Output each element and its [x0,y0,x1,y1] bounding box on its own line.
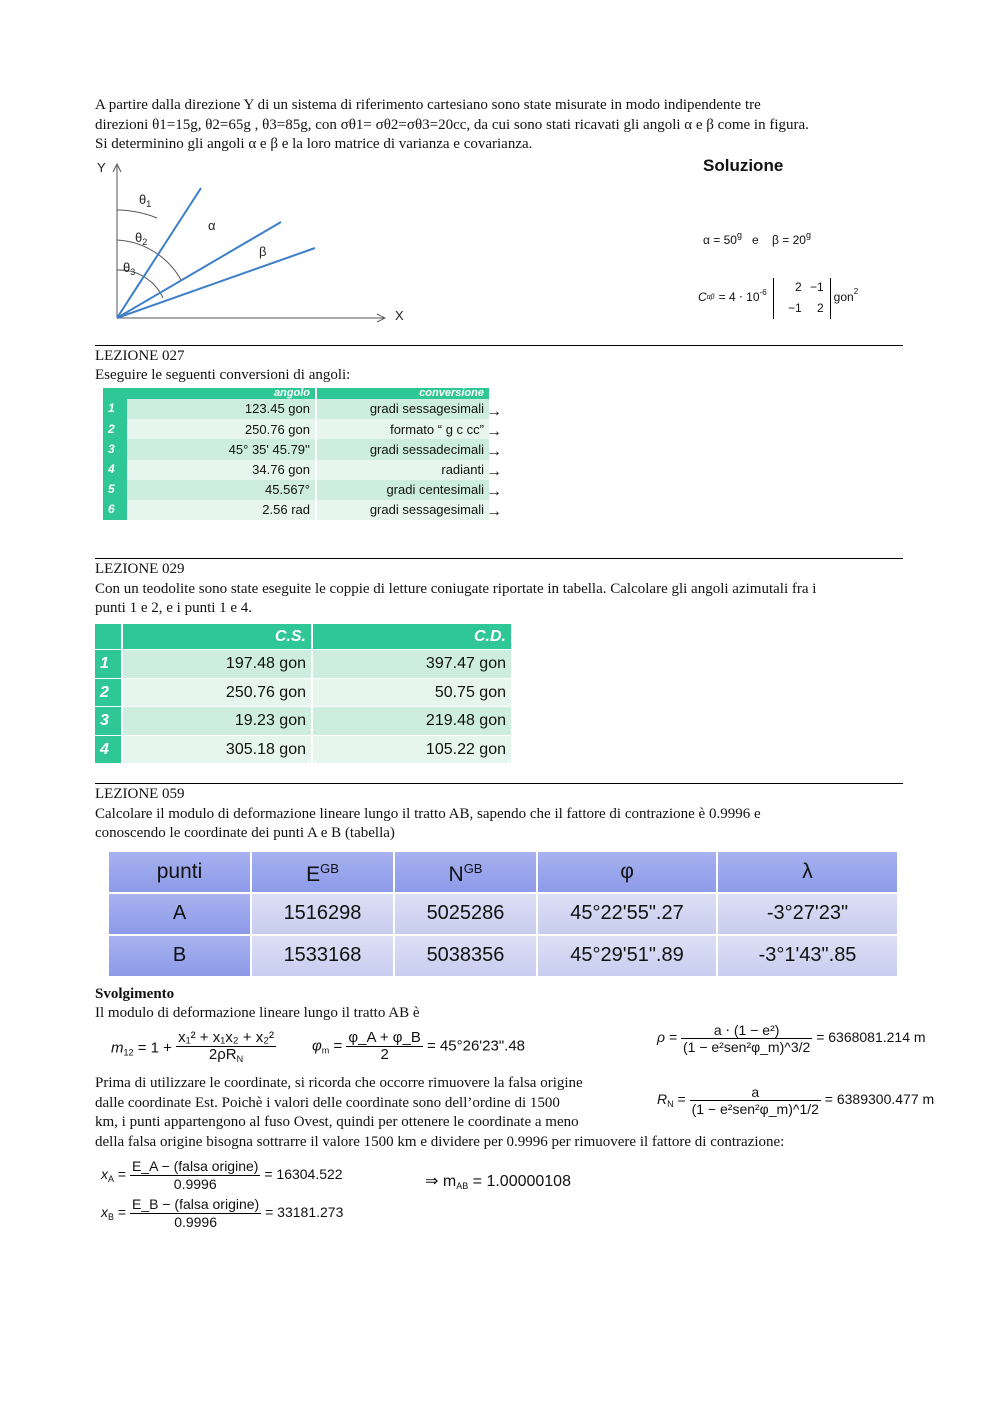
lezione-029-line-1: Con un teodolite sono state eseguite le coppie di letture coniugate riportate in tabella. Calcolare gli angoli azimutali fra i [95,581,817,597]
figure-beta: β [259,244,267,259]
figure-x-label: X [395,308,404,323]
formula-m12: $m_{12} = 1$ + $\frac{\text{x₁² + x₁x₂ + x₂²}}{2\rho R_N}$ [111,1029,275,1064]
conversion-table [103,388,489,520]
header-angolo: angolo [127,388,316,399]
lezione-027-intro: Eseguire le seguenti conversioni di angoli: [95,367,351,383]
header-e: $E^{GB}$ [251,852,394,893]
formula-phi-m: $\varphi_m$ = $\frac{\varphi\_A + \varphi\_B}{2}$ = 45°26'23".48 [312,1029,526,1063]
table-row: 4 34.76 gon radianti [103,460,489,480]
lezione-029-line-2: punti 1 e 2, e i punti 1 e 4. [95,600,253,616]
header-n: $N^{GB}$ [394,852,537,893]
figure-y-label: Y [97,160,106,175]
table-row: 6 2.56 rad gradi sessagesimali [103,500,489,520]
divider [95,783,903,784]
lezione-059-heading: LEZIONE 059 [95,786,185,802]
table-row: 2 250.76 gon 50.75 gon [95,678,512,707]
arrow-icon: → [486,423,502,440]
svolgimento-title: Svolgimento [95,986,175,1002]
header-cs: C.S. [122,624,312,650]
figure-theta2: $\theta_2$ [135,230,148,247]
figure-alpha: α [208,218,216,233]
header-conversione: conversione [316,388,489,399]
table-row: 1 197.48 gon 397.47 gon [95,650,512,679]
arrow-icon: → [486,503,502,520]
divider [95,345,903,346]
divider [95,558,903,559]
lezione-029-heading: LEZIONE 029 [95,561,185,577]
figure-theta3: $\theta_3$ [123,260,136,277]
table-row: A 1516298 5025286 45°22'55".27 -3°27'23" [109,893,897,935]
covariance-matrix: C αβ = 4 ⋅ 10 -6 2 −1 −1 2 gon 2 [698,278,858,318]
problem-text-line-3: Si determinino gli angoli α e β e la loro matrice di varianza e covarianza. [95,136,533,152]
angle-figure [95,158,425,328]
problem-text-line-2: direzioni θ1=15g, θ2=65g , θ3=85g, con σθ1= σθ2=σθ3=20cc, da cui sono stati ricavati gli angoli α e β come in figura. [95,117,809,133]
arrow-icon: → [486,463,502,480]
header-phi: φ [537,852,717,893]
coordinates-table [109,852,897,978]
formula-mab: ⇒ $m_{AB} = 1.00000108$ [425,1173,571,1191]
table-row: 5 45.567° gradi centesimali [103,480,489,500]
solution-title: Soluzione [703,156,784,175]
solution-angles: $\alpha = 50^g$ e $\beta = 20^g$ [703,230,811,247]
arrow-icon: → [486,443,502,460]
svolgimento-intro: Il modulo di deformazione lineare lungo il tratto AB è [95,1005,420,1021]
lezione-059-line-1: Calcolare il modulo di deformazione lineare lungo il tratto AB, sapendo che il fattore di contrazione è 0.9996 e [95,806,761,822]
svolgimento-paragraph-end: della falsa origine bisogna sottrarre il valore 1500 km e dividere per 0.9996 per rimuovere il fattore di contrazione: [95,1134,785,1150]
problem-text-line-1: A partire dalla direzione Y di un sistema di riferimento cartesiano sono state misurate in modo indipendente tre [95,97,761,113]
header-lambda: λ [717,852,897,893]
table-row: 2 250.76 gon formato “ g c cc” [103,419,489,439]
figure-theta1: $\theta_1$ [139,192,152,209]
lezione-059-line-2: conoscendo le coordinate dei punti A e B (tabella) [95,825,395,841]
table-row: 3 45° 35' 45.79'' gradi sessadecimali [103,439,489,459]
formula-xb: $x_B$ = $\frac{\text{E\_B − (falsa origine)}}{0.9996}$ = 33181.273 [101,1196,344,1230]
table-row: 1 123.45 gon gradi sessagesimali [103,399,489,419]
header-cd: C.D. [312,624,512,650]
table-row: 3 19.23 gon 219.48 gon [95,707,512,736]
table-row: B 1533168 5038356 45°29'51".89 -3°1'43".85 [109,935,897,977]
arrow-icon: → [486,403,502,420]
readings-table [95,624,513,764]
header-punti: punti [109,852,251,893]
table-row: 4 305.18 gon 105.22 gon [95,735,512,764]
formula-xa: $x_A$ = $\frac{\text{E\_A − (falsa origine)}}{0.9996}$ = 16304.522 [101,1158,343,1192]
arrow-icon: → [486,483,502,500]
formula-rn: $R_N$ = $\frac{a}{\text{(1 − e²sen²φ\_m)\textasciicircum{}1/2}}$ = 6389300.477 m [657,1084,935,1117]
formula-rho: ρ = $\frac{\text{a ⋅ (1 − e²)}}{\text{(1 − e²sen²φ\_m)\textasciicircum{}3/2}}$ = 6368081.214 m [657,1022,926,1055]
svolgimento-paragraph: Prima di utilizzare le coordinate, si ricorda che occorre rimuovere la falsa origine dalle coordinate Est. Poichè i valori delle coordinate sono dell’ordine di 1500 km, i punti appartengono al fuso Ovest, quindi per ottenere le coordinate a meno [95,1075,583,1130]
lezione-027-heading: LEZIONE 027 [95,348,185,364]
